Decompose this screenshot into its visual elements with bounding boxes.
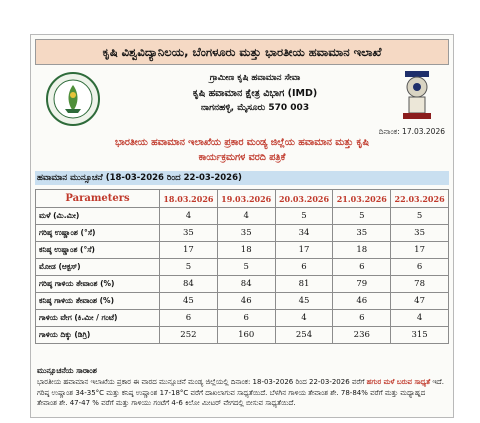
table-cell: 4 xyxy=(217,208,275,225)
header-date: 18.03.2026 xyxy=(160,190,218,208)
table-row xyxy=(36,242,449,259)
parameter-label: ಮೋಡ (ಆಕ್ಟಸ್) xyxy=(36,259,160,276)
table-cell: 17 xyxy=(391,242,449,259)
table-cell: 79 xyxy=(333,276,391,293)
table-cell: 45 xyxy=(160,293,218,310)
table-cell: 45 xyxy=(275,293,333,310)
table-cell: 46 xyxy=(217,293,275,310)
parameter-label: ಕನಿಷ್ಠ ಉಷ್ಣಾಂಶ (°ಸೆ) xyxy=(36,242,160,259)
org-header xyxy=(35,69,449,129)
table-cell: 5 xyxy=(333,208,391,225)
table-cell: 18 xyxy=(217,242,275,259)
table-cell: 5 xyxy=(160,259,218,276)
summary-highlight: ಹಗುರ ಮಳೆ ಬರುವ ಸಾಧ್ಯತೆ xyxy=(366,378,431,386)
parameter-label: ಗರಿಷ್ಠ ಗಾಳಿಯ ತೇವಾಂಶ (%) xyxy=(36,276,160,293)
header-date: 19.03.2026 xyxy=(217,190,275,208)
university-emblem-icon xyxy=(45,71,101,127)
summary-text xyxy=(37,377,447,409)
advisory-sheet xyxy=(30,34,454,418)
parameter-label: ಮಳೆ (ಮಿ.ಮೀ) xyxy=(36,208,160,225)
table-cell: 35 xyxy=(391,225,449,242)
forecast-period: ಹವಾಮಾನ ಮುನ್ಸೂಚನೆ (18-03-2026 ರಿಂದ 22-03-2026) xyxy=(35,171,449,185)
table-row xyxy=(36,276,449,293)
header-parameters: Parameters xyxy=(36,190,160,208)
table-cell: 34 xyxy=(275,225,333,242)
header-date: 20.03.2026 xyxy=(275,190,333,208)
table-cell: 35 xyxy=(217,225,275,242)
table-cell: 160 xyxy=(217,327,275,344)
table-cell: 254 xyxy=(275,327,333,344)
table-cell: 236 xyxy=(333,327,391,344)
national-emblem-icon xyxy=(399,69,435,123)
org-line-1: ಗ್ರಾಮೀಣ ಕೃಷಿ ಹವಾಮಾನ ಸೇವಾ xyxy=(209,73,301,83)
table-cell: 35 xyxy=(333,225,391,242)
forecast-table xyxy=(35,189,449,344)
table-cell: 252 xyxy=(160,327,218,344)
table-cell: 4 xyxy=(160,208,218,225)
table-row xyxy=(36,327,449,344)
org-line-2: ಕೃಷಿ ಹವಾಮಾನ ಕ್ಷೇತ್ರ ವಿಭಾಗ (IMD) xyxy=(192,88,318,99)
table-cell: 6 xyxy=(333,259,391,276)
table-cell: 17 xyxy=(275,242,333,259)
table-cell: 81 xyxy=(275,276,333,293)
table-cell: 18 xyxy=(333,242,391,259)
table-cell: 4 xyxy=(275,310,333,327)
advisory-title xyxy=(35,135,449,165)
summary-text-part-1: ಭಾರತೀಯ ಹವಾಮಾನ ಇಲಾಖೆಯ ಪ್ರಕಾರ ಈ ವಾರದ ಮುನ್ಸೂಚನೆ ಮಂಡ್ಯ ಜಿಲ್ಲೆಯಲ್ಲಿ ದಿನಾಂಕ: 18-03-2026 ರಿಂದ 22-03-2026 ವರೆಗೆ xyxy=(37,378,367,386)
header-date: 21.03.2026 xyxy=(333,190,391,208)
table-cell: 17 xyxy=(160,242,218,259)
table-cell: 4 xyxy=(391,310,449,327)
table-cell: 6 xyxy=(160,310,218,327)
table-cell: 47 xyxy=(391,293,449,310)
org-line-3: ನಾಗನಹಳ್ಳಿ, ಮೈಸೂರು 570 003 xyxy=(200,103,310,113)
parameter-label: ಕನಿಷ್ಠ ಗಾಳಿಯ ತೇವಾಂಶ (%) xyxy=(36,293,160,310)
table-cell: 78 xyxy=(391,276,449,293)
table-cell: 5 xyxy=(391,208,449,225)
table-header-row xyxy=(36,190,449,208)
parameter-label: ಗಾಳಿಯ ದಿಕ್ಕು (ಡಿಗ್ರಿ) xyxy=(36,327,160,344)
page-title: ಕೃಷಿ ವಿಶ್ವವಿದ್ಯಾನಿಲಯ, ಬೆಂಗಳೂರು ಮತ್ತು ಭಾರತೀಯ ಹವಾಮಾನ ಇಲಾಖೆ xyxy=(35,39,449,65)
table-cell: 6 xyxy=(391,259,449,276)
table-cell: 6 xyxy=(217,310,275,327)
table-cell: 6 xyxy=(333,310,391,327)
table-cell: 84 xyxy=(160,276,218,293)
table-row xyxy=(36,310,449,327)
table-row xyxy=(36,259,449,276)
advisory-title-line-1: ಭಾರತೀಯ ಹವಾಮಾನ ಇಲಾಖೆಯ ಪ್ರಕಾರ ಮಂಡ್ಯ ಜಿಲ್ಲೆಯ ಹವಾಮಾನ ಮತ್ತು ಕೃಷಿ xyxy=(115,137,369,148)
table-cell: 35 xyxy=(160,225,218,242)
table-cell: 5 xyxy=(275,208,333,225)
table-cell: 5 xyxy=(217,259,275,276)
table-cell: 84 xyxy=(217,276,275,293)
summary-text-part-2: ಇದೆ. ಗರಿಷ್ಠ ಉಷ್ಣಾಂಶ 34-35°C ಮತ್ತು ಕನಿಷ್ಠ ಉಷ್ಣಾಂಶ 17-18°C ವರೆಗೆ ದಾಖಲಾಗುವ ಸಾಧ್ಯತೆಯಿದೆ. ಬೆಳಗಿನ ಗಾಳಿಯ ತೇವಾಂಶ ಶೇ. 78-84% ವರೆಗೆ ಮತ್ತು ಮಧ್ಯಾಹ್ನದ ತೇವಾಂಶ ಶೇ. 47-47 % ವರೆಗೆ ಮತ್ತು ಗಾಳಿಯು ಗಂಟೆಗೆ 4-6 ಕಿಲೋ ಮೀಟರ್ ವೇಗದಲ್ಲಿ ಬೀಸುವ ಸಾಧ್ಯತೆಯಿದೆ. xyxy=(37,378,444,407)
summary-heading: ಮುನ್ಸೂಚನೆಯ ಸಾರಾಂಶ xyxy=(37,366,97,375)
advisory-title-line-2: ಕಾರ್ಯಕ್ರಮಗಳ ವರದಿ ಪತ್ರಿಕೆ xyxy=(198,152,286,163)
table-row xyxy=(36,208,449,225)
table-cell: 315 xyxy=(391,327,449,344)
org-block xyxy=(155,71,355,116)
table-row xyxy=(36,293,449,310)
parameter-label: ಗರಿಷ್ಠ ಉಷ್ಣಾಂಶ (°ಸೆ) xyxy=(36,225,160,242)
table-cell: 46 xyxy=(333,293,391,310)
issue-date: ದಿನಾಂಕ: 17.03.2026 xyxy=(378,127,445,136)
table-row xyxy=(36,225,449,242)
header-date: 22.03.2026 xyxy=(391,190,449,208)
parameter-label: ಗಾಳಿಯ ವೇಗ (ಕಿ.ಮೀ / ಗಂಟೆ) xyxy=(36,310,160,327)
table-cell: 6 xyxy=(275,259,333,276)
